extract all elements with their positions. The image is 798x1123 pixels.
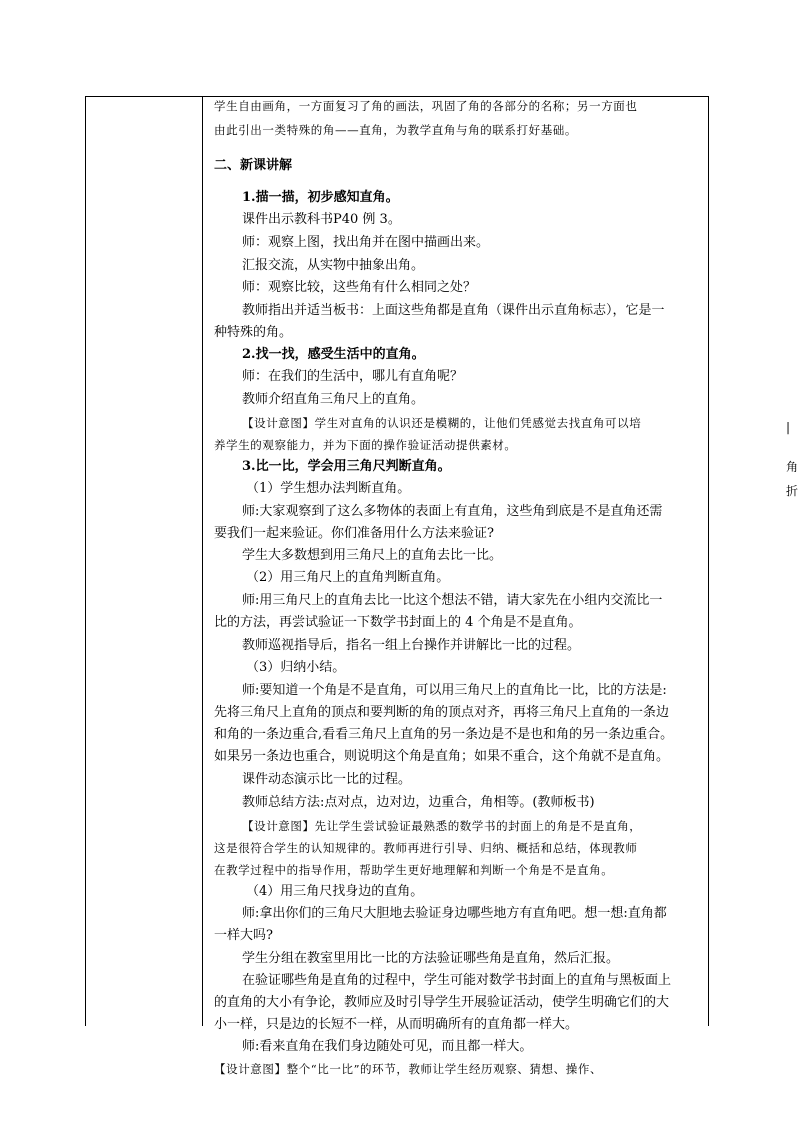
body-line: 师：在我们的生活中，哪儿有直角呢？ xyxy=(242,369,464,384)
lesson-content-cell xyxy=(214,96,702,1076)
body-line: 一样大吗? xyxy=(214,928,273,943)
edge-mark: 折 xyxy=(786,484,798,498)
design-intent-note: 这是很符合学生的认知规律的。教师再进行引导、归纳、概括和总结，体现教师 xyxy=(214,841,638,855)
column-divider xyxy=(202,96,203,1026)
body-line: 由此引出一类特殊的角——直角，为教学直角与角的联系打好基础。 xyxy=(214,123,577,137)
body-line: （3）归纳小结。 xyxy=(246,660,346,675)
body-line: 要我们一起来验证。你们准备用什么方法来验证? xyxy=(214,526,494,541)
body-line: 种特殊的角。 xyxy=(214,325,293,340)
subsection-heading: 3.比一比，学会用三角尺判断直角。 xyxy=(242,459,451,474)
body-line: 小一样，只是边的长短不一样，从而明确所有的直角都一样大。 xyxy=(214,1017,579,1032)
body-line: 教师总结方法:点对点，边对边，边重合，角相等。(教师板书) xyxy=(242,795,595,810)
body-line: 在验证哪些角是直角的过程中，学生可能对数学书封面上的直角与黑板面上 xyxy=(242,973,672,988)
body-line: 师:大家观察到了这么多物体的表面上有直角，这些角到底是不是直角还需 xyxy=(242,504,663,519)
body-line: 师：观察比较，这些角有什么相同之处？ xyxy=(242,280,477,295)
edge-mark: | xyxy=(786,420,791,434)
body-line: 师:看来直角在我们身边随处可见，而且都一样大。 xyxy=(242,1039,533,1054)
body-line: 如果另一条边也重合，则说明这个角是直角；如果不重合，这个角就不是直角。 xyxy=(214,749,670,764)
body-line: 教师指出并适当板书：上面这些角都是直角（课件出示直角标志），它是一 xyxy=(242,303,665,318)
section-heading: 二、新课讲解 xyxy=(214,158,293,173)
design-intent-note: 【设计意图】整个“比一比”的环节，教师让学生经历观察、猜想、操作、 xyxy=(214,1062,603,1076)
body-line: 学生大多数想到用三角尺上的直角去比一比。 xyxy=(242,548,503,563)
body-line: 课件出示教科书P40 例 3。 xyxy=(242,212,401,227)
design-intent-note: 养学生的观察能力，并为下面的操作验证活动提供素材。 xyxy=(214,438,517,452)
design-intent-note: 在教学过程中的指导作用，帮助学生更好地理解和判断一个角是不是直角。 xyxy=(214,863,614,877)
design-intent-note: 【设计意图】先让学生尝试验证最熟悉的数学书的封面上的角是不是直角， xyxy=(242,819,642,833)
body-line: 汇报交流，从实物中抽象出角。 xyxy=(242,258,425,273)
body-line: （2）用三角尺上的直角判断直角。 xyxy=(246,570,450,585)
subsection-heading: 1.描一描，初步感知直角。 xyxy=(242,190,399,205)
body-line: （4）用三角尺找身边的直角。 xyxy=(246,884,424,899)
body-line: 先将三角尺上直角的顶点和要判断的角的顶点对齐，再将三角尺上直角的一条边 xyxy=(214,705,670,720)
body-line: 和角的一条边重合,看看三角尺上直角的另一条边是不是也和角的另一条边重合。 xyxy=(214,727,674,742)
subsection-heading: 2.找一找，感受生活中的直角。 xyxy=(242,347,425,362)
body-line: 师：观察上图，找出角并在图中描画出来。 xyxy=(242,235,490,250)
body-line: （1）学生想办法判断直角。 xyxy=(246,481,411,496)
body-line: 师:拿出你们的三角尺大胆地去验证身边哪些地方有直角吧。想一想:直角都 xyxy=(242,906,667,921)
design-intent-note: 【设计意图】学生对直角的认识还是模糊的，让他们凭感觉去找直角可以培 xyxy=(242,416,642,430)
edge-mark: 角 xyxy=(786,460,798,474)
body-line: 教师巡视指导后，指名一组上台操作并讲解比一比的过程。 xyxy=(242,638,581,653)
body-line: 课件动态演示比一比的过程。 xyxy=(242,772,412,787)
body-line: 教师介绍直角三角尺上的直角。 xyxy=(242,392,425,407)
body-line: 师:要知道一个角是不是直角，可以用三角尺上的直角比一比，比的方法是: xyxy=(242,683,667,698)
body-line: 学生自由画角，一方面复习了角的画法，巩固了角的各部分的名称；另一方面也 xyxy=(214,99,638,113)
body-line: 比的方法，再尝试验证一下数学书封面上的 4 个角是不是直角。 xyxy=(214,615,582,630)
body-line: 的直角的大小有争论，教师应及时引导学生开展验证活动，使学生明确它们的大 xyxy=(214,995,670,1010)
body-line: 学生分组在教室里用比一比的方法验证哪些角是直角，然后汇报。 xyxy=(242,951,620,966)
body-line: 师:用三角尺上的直角去比一比这个想法不错，请大家先在小组内交流比一 xyxy=(242,593,663,608)
